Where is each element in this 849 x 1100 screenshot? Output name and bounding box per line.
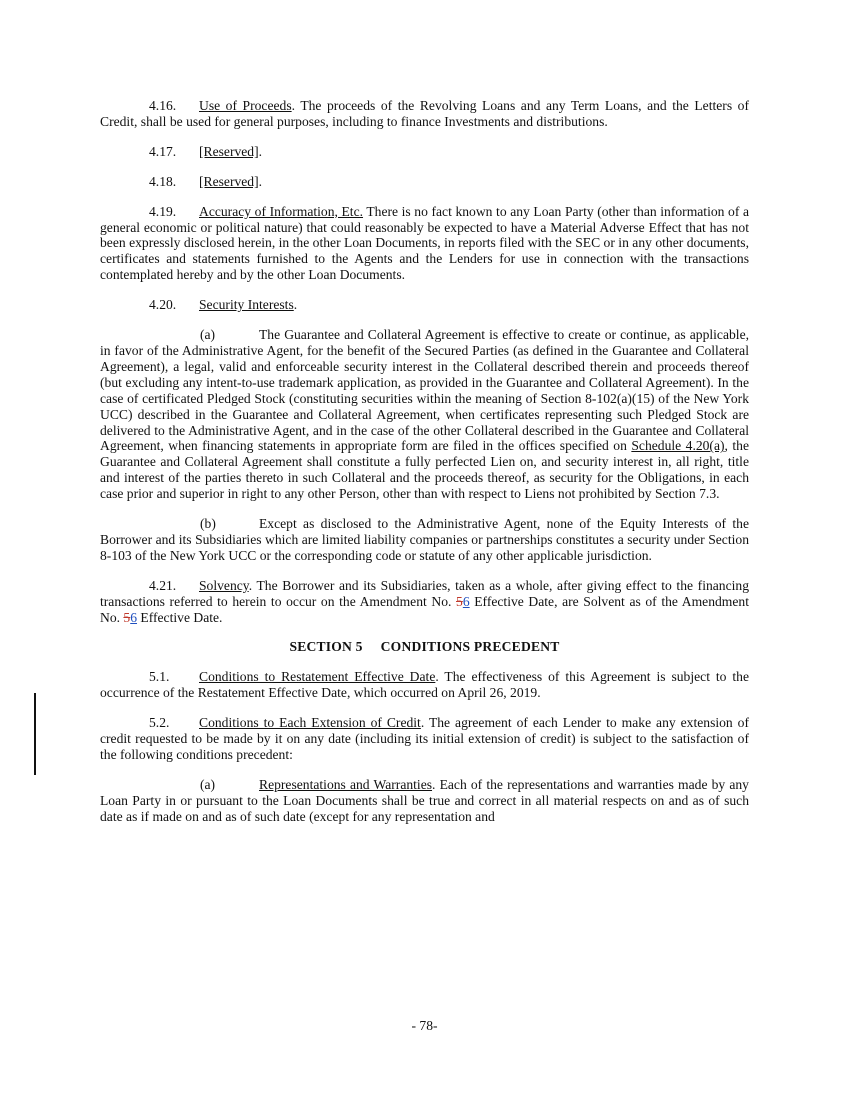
section-body: . The Borrower and its Subsidiaries, taken as a whole, after giving effect to the financing transactions referred to herein to occur on the Amendment No. — [100, 577, 749, 609]
section-body: . The effectiveness of this Agreement is subject to the occurrence of the Restatement Effective Date, which occurred on April 26, 2019. — [100, 669, 749, 701]
deleted-text: 5 — [456, 593, 463, 609]
inserted-text: 6 — [130, 609, 138, 625]
section-4-21 — [100, 578, 749, 626]
clause-body: The Guarantee and Collateral Agreement is effective to create or continue, as applicable, in favor of the Administrative Agent, for the benefit of the Secured Parties (as defined in the Guarantee and Collateral Agreement), a legal, valid and enforceable security interest in the Collateral described therein and proceeds thereof (but excluding any intent-to-use trademark application, as provided in the Guarantee and Collateral Agreement). In the case of certificated Pledged Stock (constituting securities within the meaning of Section 8-102(a)(15) of the New York UCC) described in the Guarantee and Collateral Agreement, when certificates representing such Pledged Stock are delivered to the Administrative Agent, and in the case of the other Collateral described in the Guarantee and Collateral Agreement, when financing statements in appropriate form are filed in the offices specified on — [100, 327, 749, 454]
section-4-20-a — [100, 327, 749, 502]
section-number: 5.1. — [149, 669, 170, 685]
section-end-punct: . — [258, 143, 263, 159]
section-number: 4.20. — [149, 297, 177, 313]
section-body-end: Effective Date. — [137, 609, 223, 625]
section-body: . The agreement of each Lender to make any extension of credit requested to be made by it on any date (including its initial extension of credit) is subject to the satisfaction of the following conditions precedent: — [100, 715, 750, 762]
section-5-2-a — [100, 777, 749, 825]
section-5-heading: SECTION 5 CONDITIONS PRECEDENT — [289, 639, 560, 655]
clause-label: (b) — [200, 516, 216, 532]
section-title: [Reserved] — [199, 173, 259, 189]
section-title: Security Interests — [199, 297, 294, 313]
clause-body-cont: , the Guarantee and Collateral Agreement shall constitute a fully perfected Lien on, and security interest in, all right, title and interest of the parties thereto in such Collateral and the proceeds thereof, as security for the Obligations, in each case prior and superior in right to any other Person, other than with respect to Liens not prohibited by Section 7.3. — [100, 438, 749, 502]
section-number: 4.21. — [149, 577, 177, 593]
clause-body: Except as disclosed to the Administrative Agent, none of the Equity Interests of the Borrower and its Subsidiaries which are limited liability companies or partnerships constitutes a security under Section 8-103 of the New York UCC or the corresponding code or statute of any other applicable jurisdiction. — [100, 516, 749, 563]
section-title: Conditions to Restatement Effective Date — [199, 669, 436, 685]
section-number: 4.18. — [149, 173, 177, 189]
section-title: Accuracy of Information, Etc. — [199, 203, 364, 219]
clause-title: Representations and Warranties — [259, 776, 433, 792]
section-5-2 — [100, 715, 749, 763]
section-title: Solvency — [199, 577, 249, 593]
section-title: Conditions to Each Extension of Credit — [199, 715, 421, 731]
section-4-19 — [100, 204, 749, 284]
section-4-18 — [100, 174, 749, 190]
section-5-1 — [100, 669, 749, 701]
section-number: 4.16. — [149, 98, 177, 113]
section-number: 5.2. — [149, 715, 170, 731]
clause-label: (a) — [200, 327, 216, 343]
section-title: [Reserved] — [199, 143, 259, 159]
section-number: 4.17. — [149, 143, 177, 159]
document-page — [100, 98, 749, 839]
section-body: . The proceeds of the Revolving Loans and any Term Loans, and the Letters of Credit, shall be used for general purposes, including to finance Investments and distributions. — [100, 98, 749, 129]
section-end-punct: . — [258, 173, 263, 189]
section-4-17 — [100, 144, 749, 160]
section-body-cont: Effective Date, are Solvent as of the Amendment No. — [100, 593, 749, 625]
section-title: Use of Proceeds — [199, 98, 292, 113]
section-4-16 — [100, 98, 749, 130]
clause-body: . Each of the representations and warranties made by any Loan Party in or pursuant to the Loan Documents shall be true and correct in all material respects on and as of such date as if made on and as of such date (except for any representation and — [100, 776, 749, 824]
section-body: There is no fact known to any Loan Party (other than information of a general economic or political nature) that could reasonably be expected to have a Material Adverse Effect that has not been expressly disclosed herein, in the other Loan Documents, in reports filed with the SEC or in any other documents, certificates and statements furnished to the Agents and the Lenders for use in connection with the transactions contemplated hereby and by the other Loan Documents. — [100, 203, 749, 283]
inserted-text: 6 — [462, 593, 470, 609]
page-number: - 78- — [411, 1018, 438, 1033]
section-end-punct: . — [293, 297, 298, 313]
section-4-20 — [100, 297, 749, 313]
section-4-20-b — [100, 516, 749, 564]
clause-label: (a) — [200, 776, 216, 792]
schedule-reference: Schedule 4.20(a) — [631, 438, 725, 454]
section-number: 4.19. — [149, 203, 177, 219]
deleted-text: 5 — [123, 609, 131, 625]
revision-change-bar — [34, 693, 36, 775]
